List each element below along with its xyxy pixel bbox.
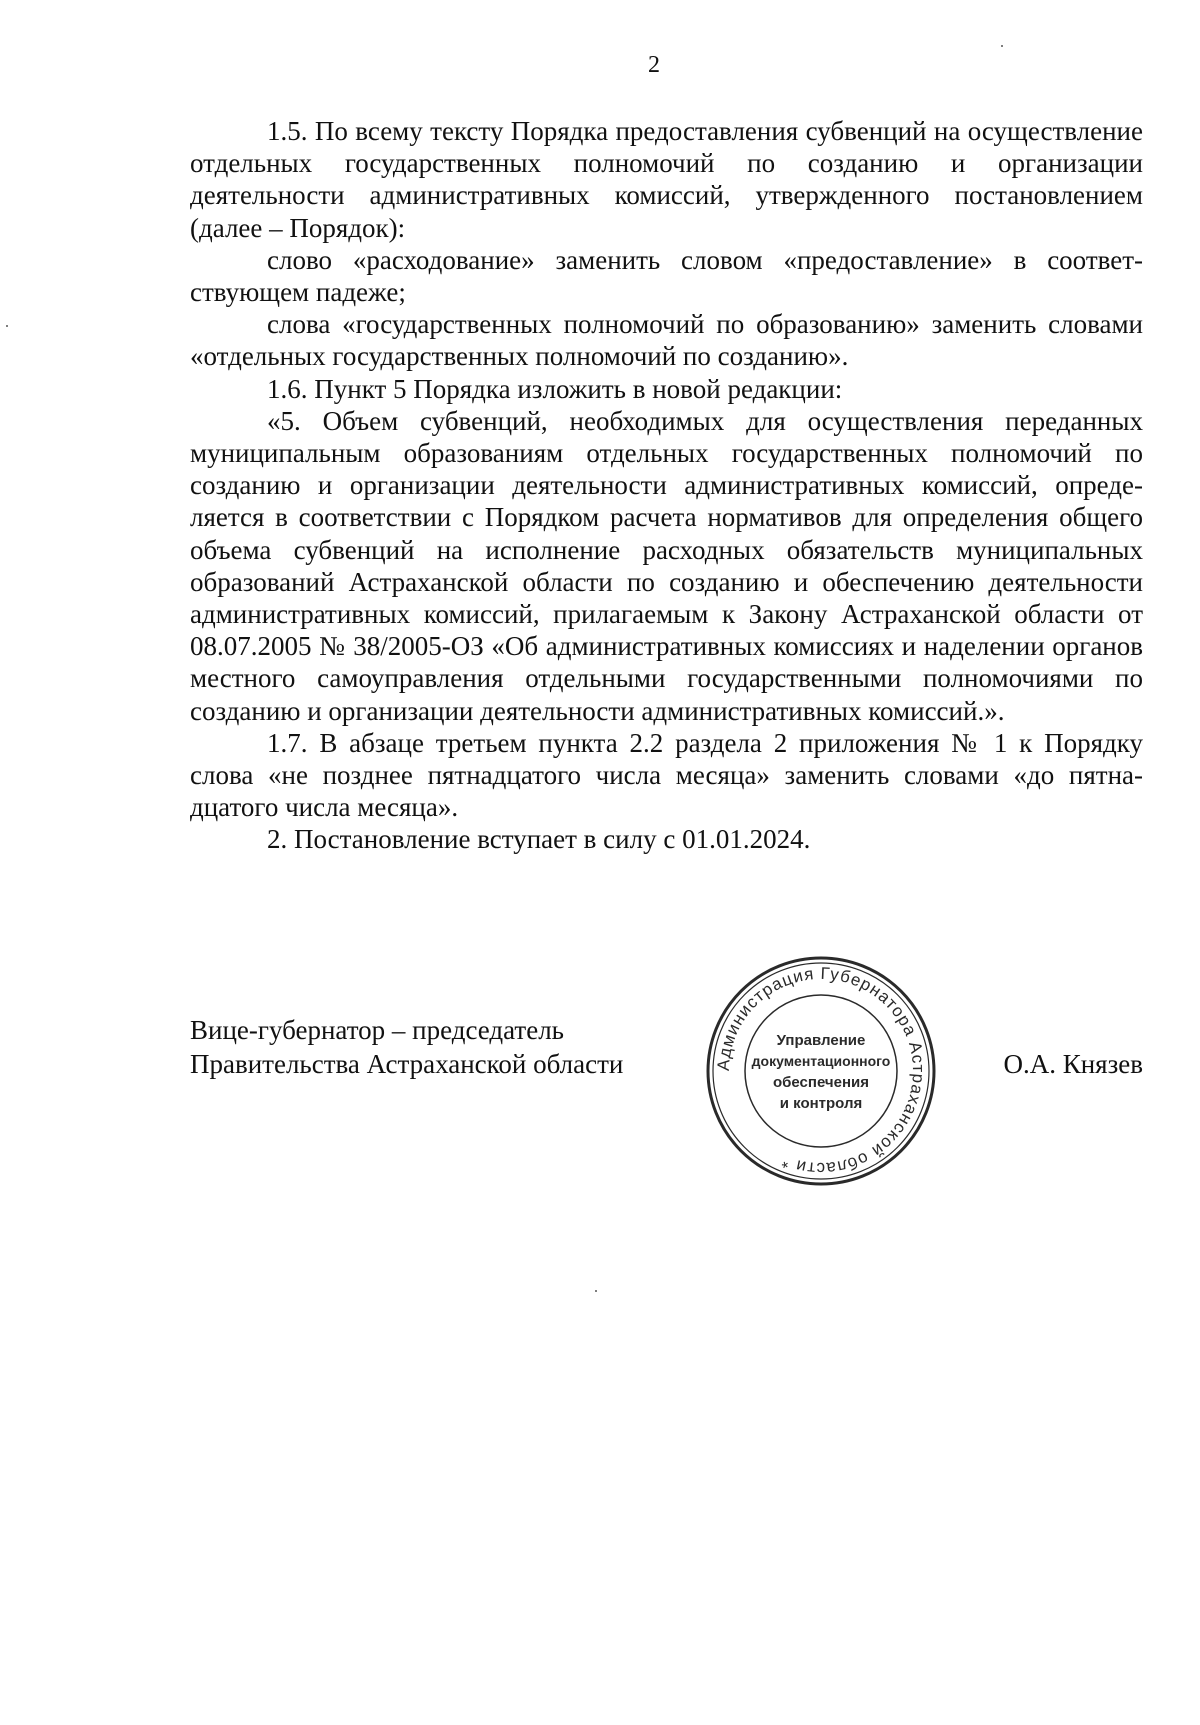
paragraph-1-5: 1.5. По всему тексту Порядка предоставления субвенций на осуществление отдельных государственных полномочий по созданию и организации деятельности административных комиссий, утвержденного постановлением (далее – Порядок): [190,116,1143,243]
paragraph-1-7: 1.7. В абзаце третьем пункта 2.2 раздела 2 приложения № 1 к Порядку слова «не позднее пятнадцатого числа месяца» заменить словами «до пятнадцатого числа месяца». [190,727,1143,823]
stamp-center-line-1: Управление [776,1032,866,1049]
signer-title-line-1: Вице-губернатор – председатель [190,1015,564,1045]
scan-speck [1001,45,1003,47]
stamp-center-line-4: и контроля [779,1095,863,1112]
stamp-center-line-3: обеспечения [772,1074,870,1091]
document-body [190,115,1143,856]
svg-text:Администрация Губернатора Астр [714,964,928,1178]
signature-block [190,963,1143,1193]
paragraph-1-5-words-replacement: слова «государственных полномочий по образованию» заменить словами «отдельных государственных полномочий по созданию». [190,309,1143,372]
page-number: 2 [648,52,660,78]
paragraph-1-5-word-replacement: слово «расходование» заменить словом «предоставление» в соответствующем падеже; [190,244,1143,308]
official-stamp [703,953,939,1189]
stamp-center-line-2: документационного [751,1053,891,1069]
scan-speck [595,1290,597,1292]
signer-title [190,1013,623,1081]
stamp-outer-ring [708,958,934,1184]
paragraph-1-6-new-wording: «5. Объем субвенций, необходимых для осуществления переданных муниципальным образованиям отдельных государственных полномочий по созданию и организации деятельности административных комиссий, определяется в соответствии с Порядком расчета нормативов для определения общего объема субвенций на исполнение расходных обязательств муниципальных образований Астраханской области по созданию и обеспечению деятельности административных комиссий, прилагаемым к Закону Астраханской области от 08.07.2005 № 38/2005-ОЗ «Об административных комиссиях и наделении органов местного самоуправления отдельными государственными полномочиями по созданию и организации деятельности административных комиссий.». [190,405,1143,726]
signer-title-line-2: Правительства Астраханской области [190,1049,624,1079]
paragraph-1-6: 1.6. Пункт 5 Порядка изложить в новой редакции: [267,373,843,404]
signer-name: О.А. Князев [1003,1049,1143,1079]
scan-speck [6,325,8,327]
stamp-ring-text: Администрация Губернатора Астраханской области * [713,963,929,1179]
stamp-inner-ring [745,995,897,1147]
paragraph-2: 2. Постановление вступает в силу с 01.01.2024. [267,824,811,855]
